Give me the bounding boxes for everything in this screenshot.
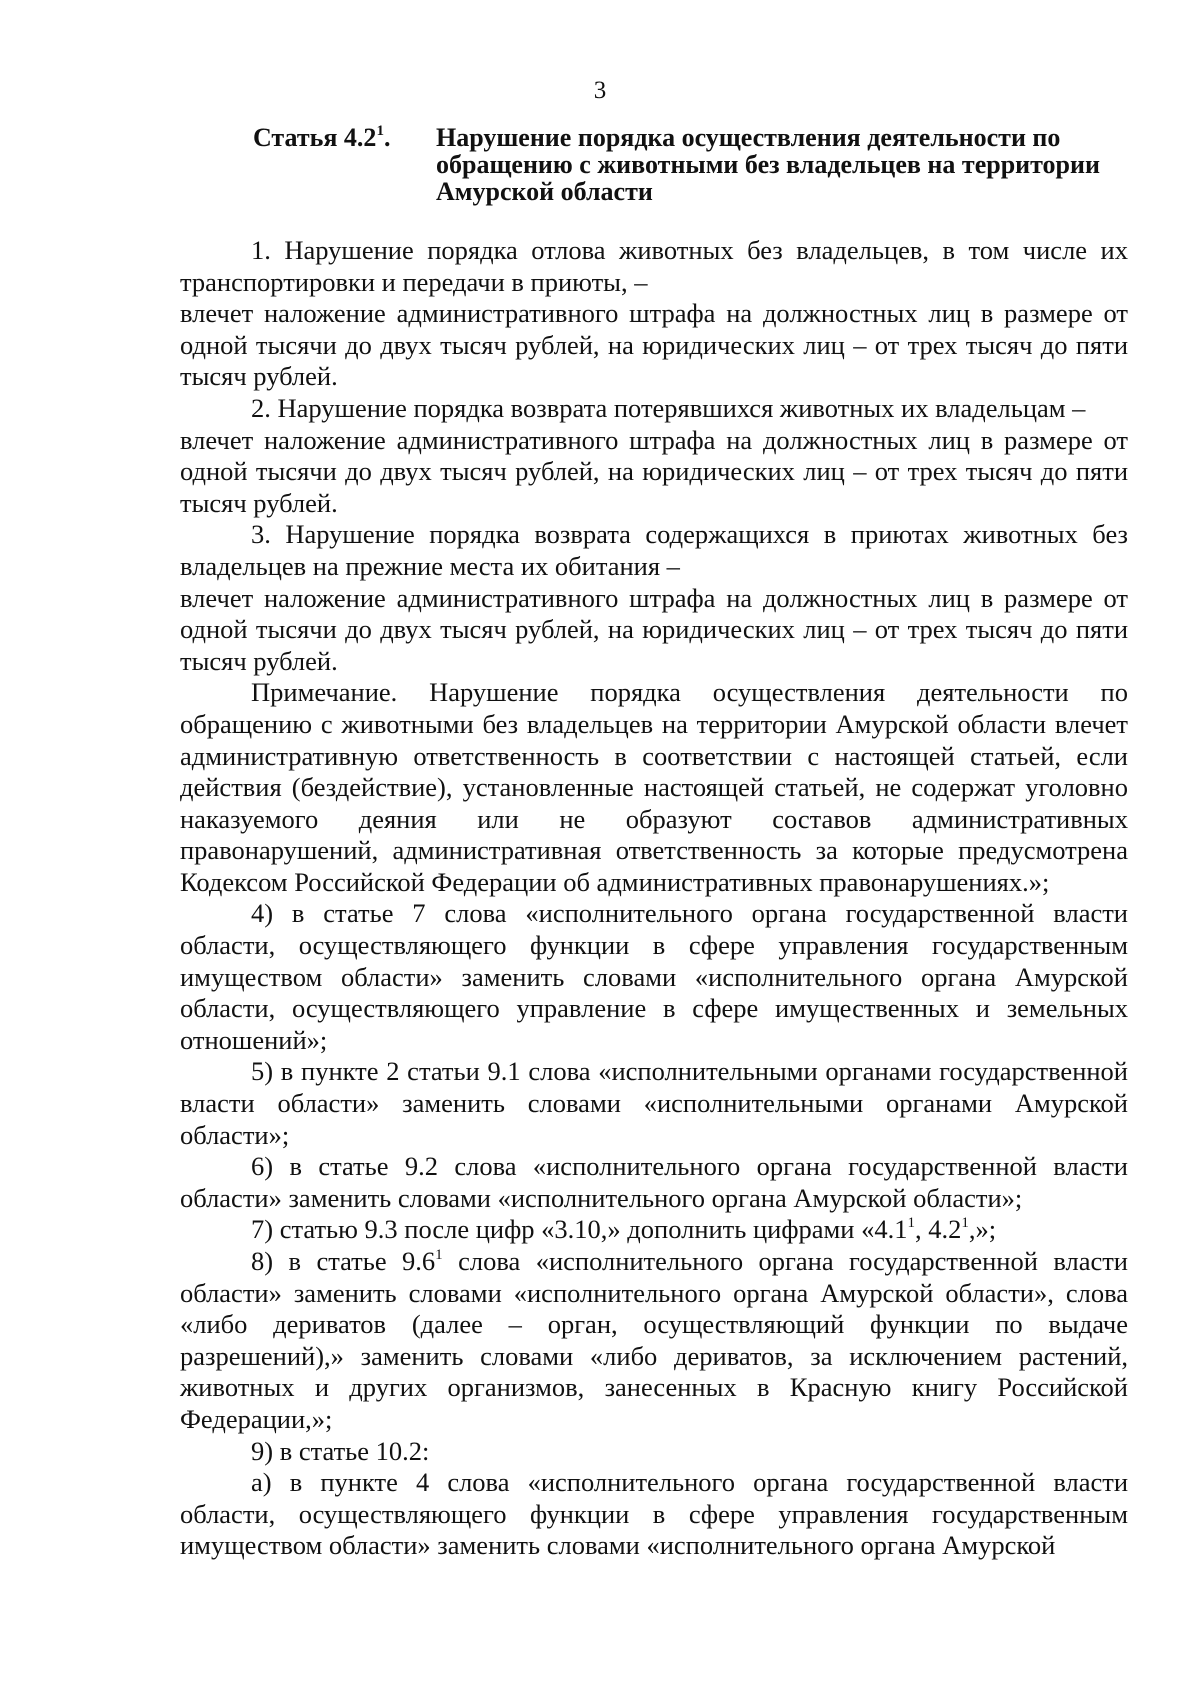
article-heading	[253, 124, 1113, 205]
paragraph-part-1: 1. Нарушение порядка отлова животных без владельцев, в том числе их транспортировки и передачи в приюты, –	[180, 235, 1128, 297]
amendment-7	[180, 1214, 1128, 1246]
penalty-paragraph-2: влечет наложение административного штрафа на должностных лиц в размере от одной тысячи до двух тысяч рублей, на юридических лиц – от трех тысяч до пяти тысяч рублей.	[180, 424, 1128, 518]
paragraph-part-2: 2. Нарушение порядка возврата потерявшихся животных их владельцам –	[251, 392, 1086, 423]
article-label-superscript: 1	[376, 123, 384, 139]
amendment-7-sup-2: 1	[961, 1215, 969, 1232]
article-label-text: Статья 4.2	[253, 123, 377, 152]
amendment-7-text-b: , 4.2	[914, 1214, 962, 1245]
amendment-7-text-a: 7) статью 9.3 после цифр «3.10,» дополнить цифрами «4.1	[251, 1214, 908, 1245]
amendment-9: 9) в статье 10.2:	[251, 1435, 430, 1466]
document-body	[180, 235, 1128, 1562]
penalty-paragraph-3: влечет наложение административного штрафа на должностных лиц в размере от одной тысячи до двух тысяч рублей, на юридических лиц – от трех тысяч до пяти тысяч рублей.	[180, 582, 1128, 676]
page-number: 3	[593, 77, 607, 104]
penalty-paragraph-1: влечет наложение административного штрафа на должностных лиц в размере от одной тысячи до двух тысяч рублей, на юридических лиц – от трех тысяч до пяти тысяч рублей.	[180, 298, 1128, 392]
article-title: Нарушение порядка осуществления деятельности по обращению с животными без владельцев на территории Амурской области	[436, 123, 1100, 206]
amendment-6: 6) в статье 9.2 слова «исполнительного органа государственной власти области» заменить словами «исполнительного органа Амурской области»;	[180, 1151, 1128, 1213]
amendment-8-text-b: слова «исполнительного органа государственной власти области» заменить словами «исполнительного органа Амурской области», слова «либо дериватов (далее – орган, осуществляющий функции по выдаче разрешений),» заменить словами «либо дериватов, за исключением растений, животных и других организмов, занесенных в Красную книгу Российской Федерации,»;	[180, 1246, 1128, 1434]
amendment-8-text-a: 8) в статье 9.6	[251, 1246, 436, 1276]
amendment-7-text-c: ,»;	[968, 1214, 997, 1245]
article-label-period: .	[383, 123, 391, 152]
paragraph-part-3: 3. Нарушение порядка возврата содержащихся в приютах животных без владельцев на прежние места их обитания –	[180, 519, 1128, 581]
amendment-8	[180, 1246, 1128, 1436]
note-paragraph: Примечание. Нарушение порядка осуществления деятельности по обращению с животными без владельцев на территории Амурской области влечет административную ответственность в соответствии с настоящей статьей, если действия (бездействие), установленные настоящей статьей, не содержат уголовно наказуемого деяния или не образуют составов административных правонарушений, административная ответственность за которые предусмотрена Кодексом Российской Федерации об административных правонарушениях.»;	[180, 677, 1128, 897]
amendment-7-sup-1: 1	[907, 1215, 915, 1232]
amendment-4: 4) в статье 7 слова «исполнительного органа государственной власти области, осуществляющего функции в сфере управления государственным имуществом области» заменить словами «исполнительного органа Амурской области, осуществляющего управление в сфере имущественных и земельных отношений»;	[180, 898, 1128, 1055]
article-label	[253, 124, 436, 205]
amendment-5: 5) в пункте 2 статьи 9.1 слова «исполнительными органами государственной власти области» заменить словами «исполнительными органами Амурской области»;	[180, 1056, 1128, 1150]
amendment-8-sup-1: 1	[435, 1247, 443, 1263]
amendment-9a: а) в пункте 4 слова «исполнительного органа государственной власти области, осуществляющего функции в сфере управления государственным имуществом области» заменить словами «исполнительного органа Амурской	[180, 1467, 1128, 1561]
